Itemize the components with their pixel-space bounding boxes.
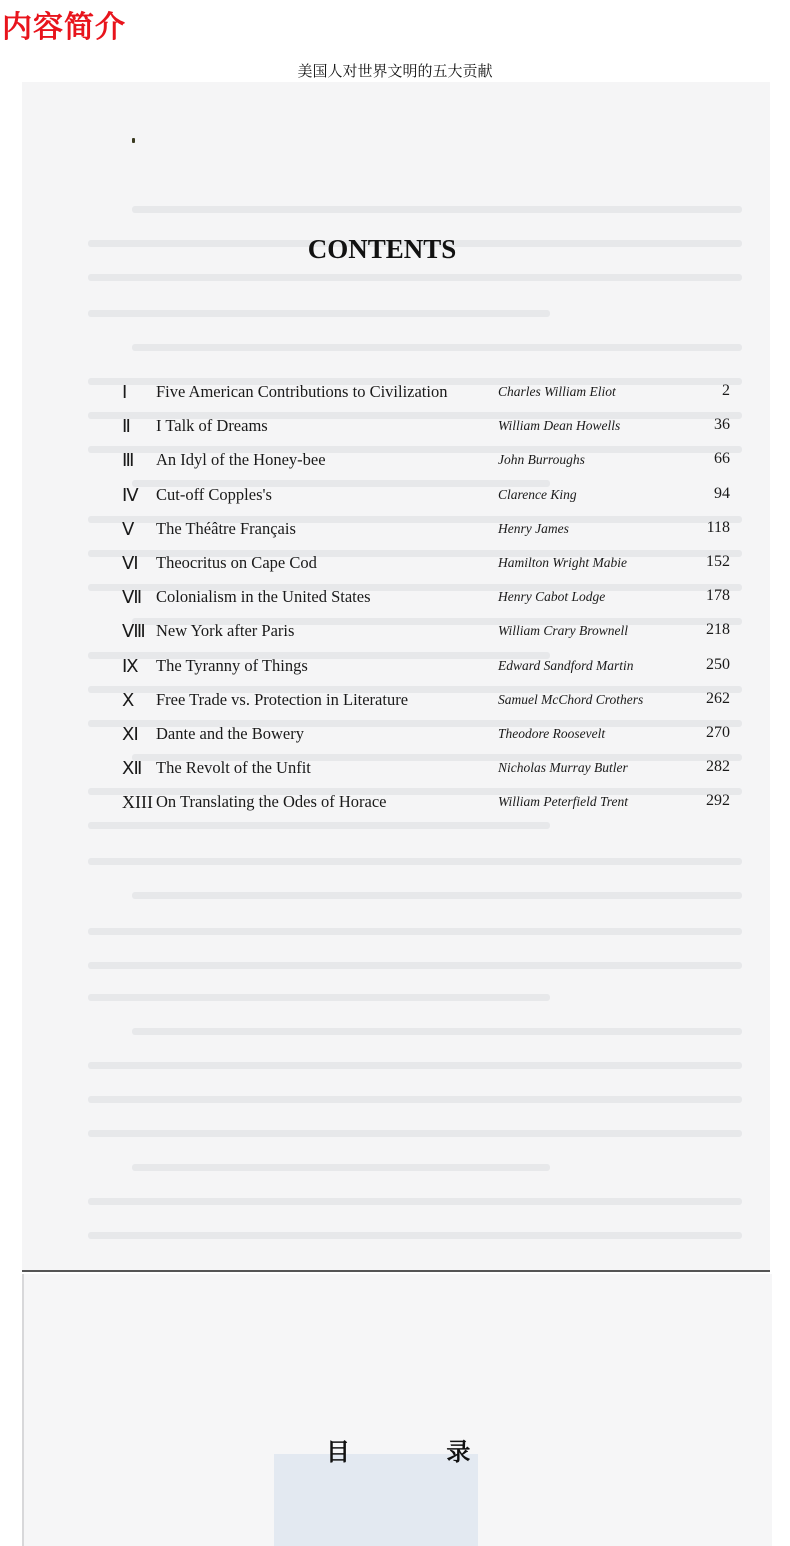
chapter-author: Henry Cabot Lodge <box>498 589 606 605</box>
chapter-title: Free Trade vs. Protection in Literature <box>156 689 409 709</box>
ghost-line <box>132 1028 742 1035</box>
chapter-title: The Tyranny of Things <box>156 655 308 675</box>
ghost-line <box>88 1096 742 1103</box>
chapter-title: Colonialism in the United States <box>156 587 371 607</box>
ghost-line <box>88 1198 742 1205</box>
ghost-line <box>88 310 550 317</box>
ghost-line <box>132 344 742 351</box>
chapter-title: Theocritus on Cape Cod <box>156 553 317 572</box>
chapter-author: Clarence King <box>498 486 577 502</box>
chapter-page: 250 <box>706 655 730 673</box>
chapter-title: Cut-off Copples's <box>156 484 272 504</box>
ink-speck <box>132 138 135 143</box>
chapter-page: 218 <box>706 621 730 639</box>
chapter-number: Ⅵ <box>122 553 139 573</box>
mulu-heading: 目 录 <box>326 1437 515 1466</box>
chapter-number: Ⅹ <box>122 689 135 710</box>
mulu-page-scan <box>22 1274 772 1546</box>
toc-entry <box>22 724 770 754</box>
chapter-number: Ⅳ <box>122 484 139 505</box>
chapter-author: Samuel McChord Crothers <box>498 691 644 707</box>
chapter-number: Ⅴ <box>122 518 135 539</box>
ghost-line <box>132 206 742 213</box>
bleed-through-block <box>274 1454 478 1546</box>
chapter-page: 118 <box>706 518 730 536</box>
ghost-line <box>88 822 550 829</box>
chapter-author: William Crary Brownell <box>498 623 629 639</box>
ghost-line <box>88 994 550 1001</box>
ghost-line <box>132 892 742 899</box>
contents-page-scan <box>22 82 770 1272</box>
contents-heading: CONTENTS <box>307 234 457 264</box>
chapter-page: 152 <box>706 553 730 570</box>
chapter-page: 178 <box>706 587 730 605</box>
chapter-number: Ⅱ <box>122 416 131 437</box>
chapter-number: XIII <box>122 792 153 813</box>
chapter-number: Ⅻ <box>122 758 143 779</box>
toc-entry <box>22 690 770 720</box>
chapter-author: Henry James <box>498 520 569 536</box>
chapter-title: The Théâtre Français <box>156 518 296 538</box>
toc-entry <box>22 450 770 480</box>
chapter-number: Ⅷ <box>122 621 146 642</box>
chapter-title: New York after Paris <box>156 621 295 641</box>
chapter-number: Ⅲ <box>122 450 135 471</box>
ghost-line <box>132 1164 550 1171</box>
chapter-page: 94 <box>714 484 730 502</box>
ghost-line <box>88 1232 742 1239</box>
toc-entry <box>22 792 770 822</box>
chapter-author: Nicholas Murray Butler <box>498 760 628 776</box>
toc-entry <box>22 382 770 412</box>
chapter-page: 292 <box>706 792 730 810</box>
ghost-line <box>88 1062 742 1069</box>
chapter-page: 36 <box>714 416 730 434</box>
page-heading: 内容简介 <box>2 10 126 45</box>
chapter-author: John Burroughs <box>498 452 585 468</box>
ghost-line <box>88 1130 742 1137</box>
toc-entry <box>22 416 770 446</box>
chapter-page: 270 <box>706 724 730 741</box>
chapter-page: 282 <box>706 758 730 776</box>
chapter-author: William Dean Howells <box>498 418 621 434</box>
chapter-number: Ⅸ <box>122 655 139 676</box>
chapter-title: I Talk of Dreams <box>156 416 268 436</box>
ghost-line <box>88 928 742 935</box>
ghost-line <box>88 858 742 865</box>
chapter-number: Ⅶ <box>122 587 143 608</box>
chapter-title: Five American Contributions to Civilization <box>156 382 448 401</box>
chapter-number: Ⅰ <box>122 382 128 402</box>
chapter-title: On Translating the Odes of Horace <box>156 792 387 812</box>
chapter-author: Charles William Eliot <box>498 384 616 399</box>
toc-entry <box>22 553 770 583</box>
toc-entry <box>22 485 770 515</box>
chapter-title: Dante and the Bowery <box>156 724 304 743</box>
chapter-page: 262 <box>706 689 730 707</box>
chapter-page: 66 <box>714 450 730 468</box>
chapter-page: 2 <box>722 382 730 399</box>
ghost-line <box>88 962 742 969</box>
chapter-author: Hamilton Wright Mabie <box>498 555 627 570</box>
chapter-author: Theodore Roosevelt <box>498 726 606 741</box>
toc-entry <box>22 621 770 651</box>
toc-entry <box>22 519 770 549</box>
image-caption: 美国人对世界文明的五大贡献 <box>297 62 493 80</box>
chapter-title: The Revolt of the Unfit <box>156 758 311 778</box>
toc-entry <box>22 587 770 617</box>
chapter-title: An Idyl of the Honey-bee <box>156 450 326 470</box>
toc-entry <box>22 758 770 788</box>
page-edge <box>22 1270 770 1272</box>
chapter-number: Ⅺ <box>122 724 139 744</box>
ghost-line <box>88 274 742 281</box>
chapter-author: Edward Sandford Martin <box>498 657 634 673</box>
toc-entry <box>22 656 770 686</box>
chapter-author: William Peterfield Trent <box>498 794 628 810</box>
